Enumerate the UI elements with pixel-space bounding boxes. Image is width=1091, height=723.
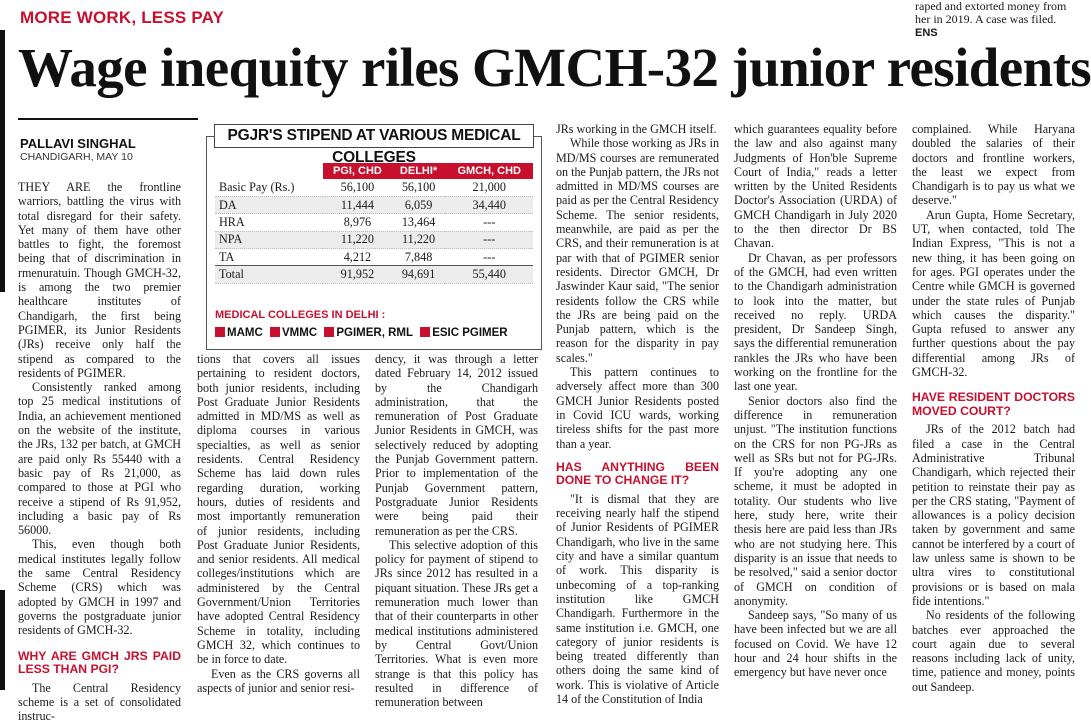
- paragraph: which guarantees equality before the law and also against many Judgments of Hon'ble Supreme Court of India," reads a letter written by the United Residents Doctor's Association (URDA) of GMCH Chandigarh in July 2020 to the then director Dr BS Chavan.: [734, 122, 897, 251]
- table-cell: 4,212: [323, 249, 392, 266]
- paragraph: tions that covers all issues pertaining to resident doctors, both junior residents, including Post Graduate Junior Residents admitted in MD/MS as well as diploma courses in various specialties, as well as senior residents. Central Residency Scheme has laid down rules regarding duration, working hours, duties of residents and most importantly remuneration of junior residents, including Post Graduate Junior Residents, and senior residents. All medical colleges/institutions which are administered by the Central Government/Union Territories have adopted Central Residency Scheme in totality, including GMCH 32, which continues to be in force to date.: [197, 352, 360, 667]
- source-tag: ENS: [915, 27, 938, 39]
- table-cell: 11,220: [323, 231, 392, 248]
- kicker: MORE WORK, LESS PAY: [20, 8, 224, 28]
- table-cell: 56,100: [392, 179, 446, 196]
- row-label: HRA: [215, 214, 323, 231]
- paragraph: Dr Chavan, as per professors of the GMCH, had even written to the Chandigarh administration to look into the matter, but received no reply. URDA president, Dr Sandeep Singh, says the differential remuneration rankles the JRs who have been working on the frontline for the last one year.: [734, 251, 897, 394]
- table-cell: ---: [445, 231, 533, 248]
- paragraph: Consistently ranked among top 25 medical institutions of India, an achievement mentioned on the website of the institute, the JRs, 132 per batch, at GMCH are paid only Rs 55440 with a basic pay of Rs 21,000, as compared to those at PGI who receive a stipend of Rs 91,952, including a basic pay of Rs 56000.: [18, 380, 181, 537]
- table-header: GMCH, CHD: [445, 163, 533, 179]
- paragraph: This pattern continues to adversely affect more than 300 GMCH Junior Residents posted in Covid ICU wards, working tireless shifts for the past more than a year.: [556, 365, 719, 451]
- previous-story-tail: [915, 0, 1075, 40]
- red-square-icon: [270, 327, 280, 337]
- subheading: HAS ANYTHING BEEN DONE TO CHANGE IT?: [556, 461, 719, 488]
- dateline: CHANDIGARH, MAY 10: [20, 151, 133, 163]
- paragraph: JRs of the 2012 batch had filed a case in the Central Administrative Tribunal Chandigarh, which rejected their petition to reinstate their pay as per the CRS stating, "Payment of allowances is a policy decision taken by government and same cannot be interfered by a court of law unless same is shown to be ultra vires to constitutional provisions or is based on mala fide intentions.": [912, 422, 1075, 608]
- table-cell: 34,440: [445, 196, 533, 213]
- headline: Wage inequity riles GMCH-32 junior residents: [18, 38, 1078, 98]
- legend-item: PGIMER, RML: [324, 327, 413, 339]
- paragraph: complained. While Haryana doubled the salaries of their doctors and frontline workers, the least we expect from Chandigarh is to pay us what we deserve.": [912, 122, 1075, 208]
- paragraph: Even as the CRS governs all aspects of junior and senior resi-: [197, 667, 360, 696]
- table-total-row: [215, 266, 533, 283]
- paragraph: This selective adoption of this policy for payment of stipend to JRs since 2012 has resulted in a piquant situation. These JRs get a remuneration much lower than that of their counterparts in other medical institutions administered by Central Govt/Union Territories. What is even more strange is that this policy has resulted in difference of remuneration between: [375, 538, 538, 710]
- byline-rule: [18, 118, 198, 120]
- table-header: DELHI*: [392, 163, 446, 179]
- paragraph: "It is dismal that they are receiving nearly half the stipend of Junior Residents of PGIMER Chandigarh, who live in the same city and have a similar quantum of work. This disparity is unbecoming of a top-ranking institution like GMCH Chandigarh. Furthermore in the same institution i.e. GMCH, one category of junior residents is being treated differently than others doing the same kind of work. This is violative of Article 14 of the Constitution of India: [556, 492, 719, 706]
- paragraph: dency, it was through a letter dated February 14, 2012 issued by the Chandigarh administration, that the remuneration of Post Graduate Junior Residents in GMCH, was selectively reduced by adopting the Punjab Government pattern. Prior to implementation of the Punjab Government pattern, Postgraduate Junior Residents were being paid their remuneration as per the CRS.: [375, 352, 538, 538]
- article-column-5: [734, 122, 897, 680]
- article-column-1: [18, 180, 181, 723]
- table-row: [215, 249, 533, 266]
- previous-story-line-2: her in 2019. A case was filed. ENS: [915, 13, 1075, 40]
- table-cell: ---: [445, 249, 533, 266]
- paragraph: While those working as JRs in MD/MS courses are remunerated on the Punjab pattern, the JRs not admitted in MD/MS courses are paid as per the Central Residency Scheme. The senior residents, meanwhile, are paid as per the CRS, and their remuneration is at par with that of PGIMER senior residents. Director GMCH, Dr Jaswinder Kaur said, "The senior residents follow the CRS while the JRs are being paid on the Punjab pattern, which is the reason for the disparity in pay scales.": [556, 136, 719, 365]
- left-margin-bar: [0, 30, 5, 292]
- red-square-icon: [215, 327, 225, 337]
- table-header: PGI, CHD: [323, 163, 392, 179]
- table-cell: 21,000: [445, 179, 533, 196]
- table-cell: 91,952: [323, 266, 392, 283]
- table-cell: 8,976: [323, 214, 392, 231]
- stipend-table: [215, 163, 533, 284]
- previous-story-line-1: raped and extorted money from: [915, 0, 1075, 13]
- table-cell: 94,691: [392, 266, 446, 283]
- paragraph: The Central Residency scheme is a set of consolidated instruc-: [18, 681, 181, 723]
- subheading: WHY ARE GMCH JRS PAID LESS THAN PGI?: [18, 650, 181, 677]
- paragraph: THEY ARE the frontline warriors, battling the virus with total disregard for their safety. Yet many of them have other battles to fight, the foremost being that of discrimination in rmenuratuin. Though GMCH-32, is among the two premier healthcare institutes of Chandigarh, the first being PGIMER, its Junior Residents (JRs) receive only half the stipend as compared to the residents of PGIMER.: [18, 180, 181, 380]
- paragraph: Senior doctors also find the difference in remuneration unjust. "The institution functions on the CRS for non PG-JRs as well as SRs but not for PG-JRs. If you're adopting any one scheme, it must be adopted in totality. Our students who live here, study here, write their thesis here are paid less than JRs who are not studying here. This disparity is an issue that needs to be resolved," said a senior doctor of GMCH on condition of anonymity.: [734, 394, 897, 608]
- table-cell: 13,464: [392, 214, 446, 231]
- table-row: [215, 214, 533, 231]
- red-square-icon: [420, 327, 430, 337]
- left-margin-bar-lower: [0, 590, 5, 690]
- legend-item: MAMC: [215, 327, 263, 339]
- article-column-4: [556, 122, 719, 706]
- paragraph: This, even though both medical institutes legally follow the same Central Residency Scheme (CRS) which was adopted by GMCH in 1997 and governs the postgraduate junior residents of GMCH-32.: [18, 537, 181, 637]
- table-cell: 56,100: [323, 179, 392, 196]
- article-column-3: [375, 352, 538, 709]
- table-cell: ---: [445, 214, 533, 231]
- legend-item: VMMC: [270, 327, 317, 339]
- paragraph: No residents of the following batches ever approached the court again due to several reasons including lack of unity, time, patience and money, points out Sandeep.: [912, 608, 1075, 694]
- table-header-blank: [215, 163, 323, 179]
- row-label: NPA: [215, 231, 323, 248]
- stipend-infobox: [206, 124, 542, 348]
- row-label: DA: [215, 196, 323, 213]
- paragraph: Arun Gupta, Home Secretary, UT, when contacted, told The Indian Express, "This is not a new thing, it has been going on for ages. PGI operates under the Centre while GMCH is governed under the state rules of Punjab which causes the disparity." Gupta refused to answer any further questions about the pay differential among JRs of GMCH-32.: [912, 208, 1075, 380]
- table-row: [215, 196, 533, 213]
- article-column-2: [197, 352, 360, 695]
- delhi-colleges-legend: [215, 327, 512, 339]
- table-cell: 7,848: [392, 249, 446, 266]
- delhi-colleges-label: MEDICAL COLLEGES IN DELHI :: [215, 309, 385, 321]
- red-square-icon: [324, 327, 334, 337]
- row-label: TA: [215, 249, 323, 266]
- article-column-6: [912, 122, 1075, 694]
- table-row: [215, 231, 533, 248]
- table-cell: 55,440: [445, 266, 533, 283]
- paragraph: JRs working in the GMCH itself.: [556, 122, 719, 136]
- table-cell: 11,444: [323, 196, 392, 213]
- table-cell: 6,059: [392, 196, 446, 213]
- byline-author: PALLAVI SINGHAL: [20, 136, 136, 151]
- paragraph: Sandeep says, "So many of us have been infected but we are all focused on Covid. We have 12 hour and 24 hour shifts in the emergency but have never once: [734, 608, 897, 679]
- row-label: Total: [215, 266, 323, 283]
- table-cell: 11,220: [392, 231, 446, 248]
- subheading: HAVE RESIDENT DOCTORS MOVED COURT?: [912, 391, 1075, 418]
- legend-item: ESIC PGIMER: [420, 327, 507, 339]
- row-label: Basic Pay (Rs.): [215, 179, 323, 196]
- infobox-title: PGJR'S STIPEND AT VARIOUS MEDICAL COLLEGES: [214, 124, 534, 148]
- table-row: [215, 179, 533, 196]
